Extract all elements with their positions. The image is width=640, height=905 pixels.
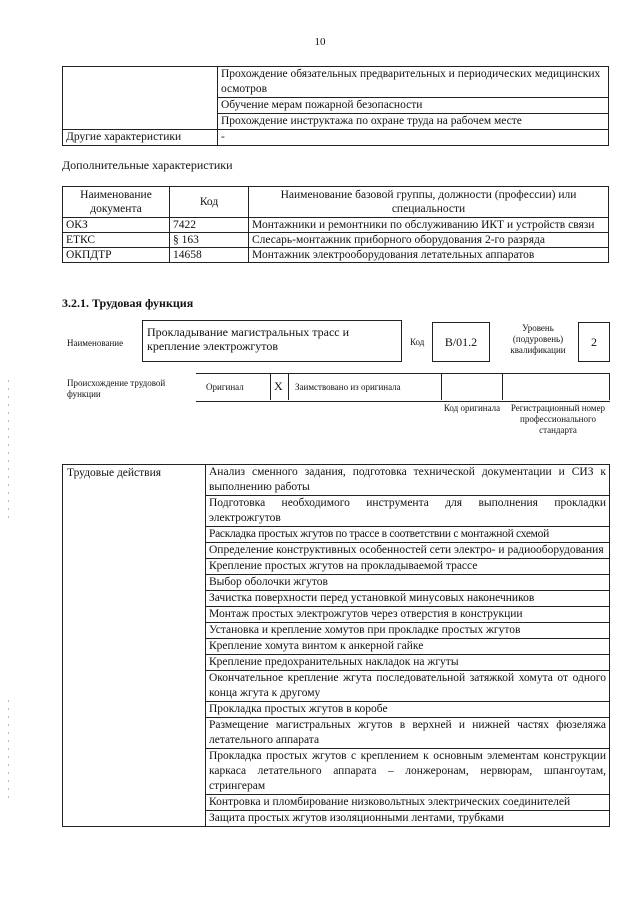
code-original-label: Код оригинала — [443, 403, 501, 413]
code-value: B/01.2 — [444, 335, 478, 349]
level-label: Уровень (подуровень) квалификации — [510, 323, 566, 355]
section-title: 3.2.1. Трудовая функция — [62, 296, 194, 310]
requirement-line: Обучение мерам пожарной безопасности — [218, 98, 608, 114]
action-item: Защита простых жгутов изоляционными лентами, трубками — [209, 812, 505, 824]
action-item: Зачистка поверхности перед установкой минусовых наконечников — [206, 591, 609, 607]
table-cell: Монтажники и ремонтники по обслуживанию ИКТ и устройств связи — [249, 218, 609, 233]
action-item: Прокладка простых жгутов в коробе — [206, 702, 609, 718]
scan-margin-line — [8, 700, 9, 800]
origin-divider — [288, 373, 289, 400]
origin-label: Происхождение трудовой функции — [67, 378, 166, 399]
action-item: Анализ сменного задания, подготовка технической документации и СИЗ к выполнению работы — [206, 465, 609, 496]
requirements-cell — [218, 67, 609, 130]
page-number: 10 — [314, 36, 326, 48]
action-item: Прокладка простых жгутов с креплением к основным элементам конструкции каркаса летательного аппарата – лонжеронам, нервюрам, шпангоутам, стрингерам — [206, 749, 609, 795]
action-item: Крепление хомута винтом к анкерной гайке — [206, 639, 609, 655]
table-cell: ЕТКС — [63, 233, 170, 248]
action-item: Крепление предохранительных накладок на жгуты — [206, 655, 609, 671]
scan-margin-line — [8, 380, 9, 520]
action-item: Контровка и пломбирование низковольтных электрических соединителей — [206, 795, 609, 811]
labor-actions-table — [62, 464, 610, 827]
additional-characteristics-table — [62, 186, 609, 263]
table-cell: ОКЗ — [63, 218, 170, 233]
function-name: Прокладывание магистральных трасс и крепление электрожгутов — [147, 325, 350, 353]
requirement-line: Прохождение обязательных предварительных и периодических медицинских осмотров — [218, 67, 608, 98]
header-name: Наименование базовой группы, должности (профессии) или специальности — [249, 187, 609, 218]
characteristics-table — [62, 66, 609, 146]
requirement-line: Прохождение инструктажа по охране труда на рабочем месте — [221, 115, 522, 127]
borrowed-label: Заимствовано из оригинала — [295, 382, 401, 392]
table-cell: 14658 — [170, 248, 249, 263]
table-cell: § 163 — [170, 233, 249, 248]
other-characteristics-value: - — [218, 130, 609, 146]
action-item: Крепление простых жгутов на прокладываемой трассе — [206, 559, 609, 575]
additional-characteristics-title: Дополнительные характеристики — [62, 158, 233, 172]
header-document: Наименование документа — [63, 187, 170, 218]
other-characteristics-label: Другие характеристики — [63, 130, 218, 146]
action-item: Подготовка необходимого инструмента для выполнения прокладки электрожгутов — [206, 496, 609, 527]
origin-divider — [270, 373, 271, 400]
origin-divider — [609, 373, 610, 400]
action-item: Размещение магистральных жгутов в верхней и нижней частях фюзеляжа летательного аппарата — [206, 718, 609, 749]
registration-number-label: Регистрационный номер профессионального стандарта — [510, 403, 606, 435]
original-label: Оригинал — [206, 382, 244, 392]
table-cell: ОКПДТР — [63, 248, 170, 263]
origin-divider — [502, 373, 503, 400]
level-value: 2 — [591, 335, 597, 349]
origin-table — [196, 373, 610, 402]
action-item: Монтаж простых электрожгутов через отверстия в конструкции — [206, 607, 609, 623]
function-name-box — [142, 320, 402, 362]
action-item: Раскладка простых жгутов по трассе в соответствии с монтажной схемой — [206, 527, 609, 543]
action-item: Окончательное крепление жгута последовательной затяжкой хомута от одного конца жгута к другому — [206, 671, 609, 702]
code-label: Код — [410, 337, 425, 347]
action-item: Определение конструктивных особенностей сети электро- и радиооборудования — [206, 543, 609, 559]
original-mark: X — [274, 379, 283, 393]
table-cell: Монтажник электрооборудования летательных аппаратов — [249, 248, 609, 263]
table-cell: Слесарь-монтажник приборного оборудования 2-го разряда — [249, 233, 609, 248]
labor-actions-list — [206, 465, 610, 827]
empty-cell — [63, 67, 218, 130]
level-box — [578, 322, 610, 362]
action-item: Установка и крепление хомутов при прокладке простых жгутов — [206, 623, 609, 639]
name-label: Наименование — [67, 338, 124, 348]
table-cell: 7422 — [170, 218, 249, 233]
action-item: Выбор оболочки жгутов — [206, 575, 609, 591]
code-box — [432, 322, 490, 362]
labor-actions-label: Трудовые действия — [63, 465, 206, 827]
origin-divider — [441, 373, 442, 400]
header-code: Код — [170, 187, 249, 218]
